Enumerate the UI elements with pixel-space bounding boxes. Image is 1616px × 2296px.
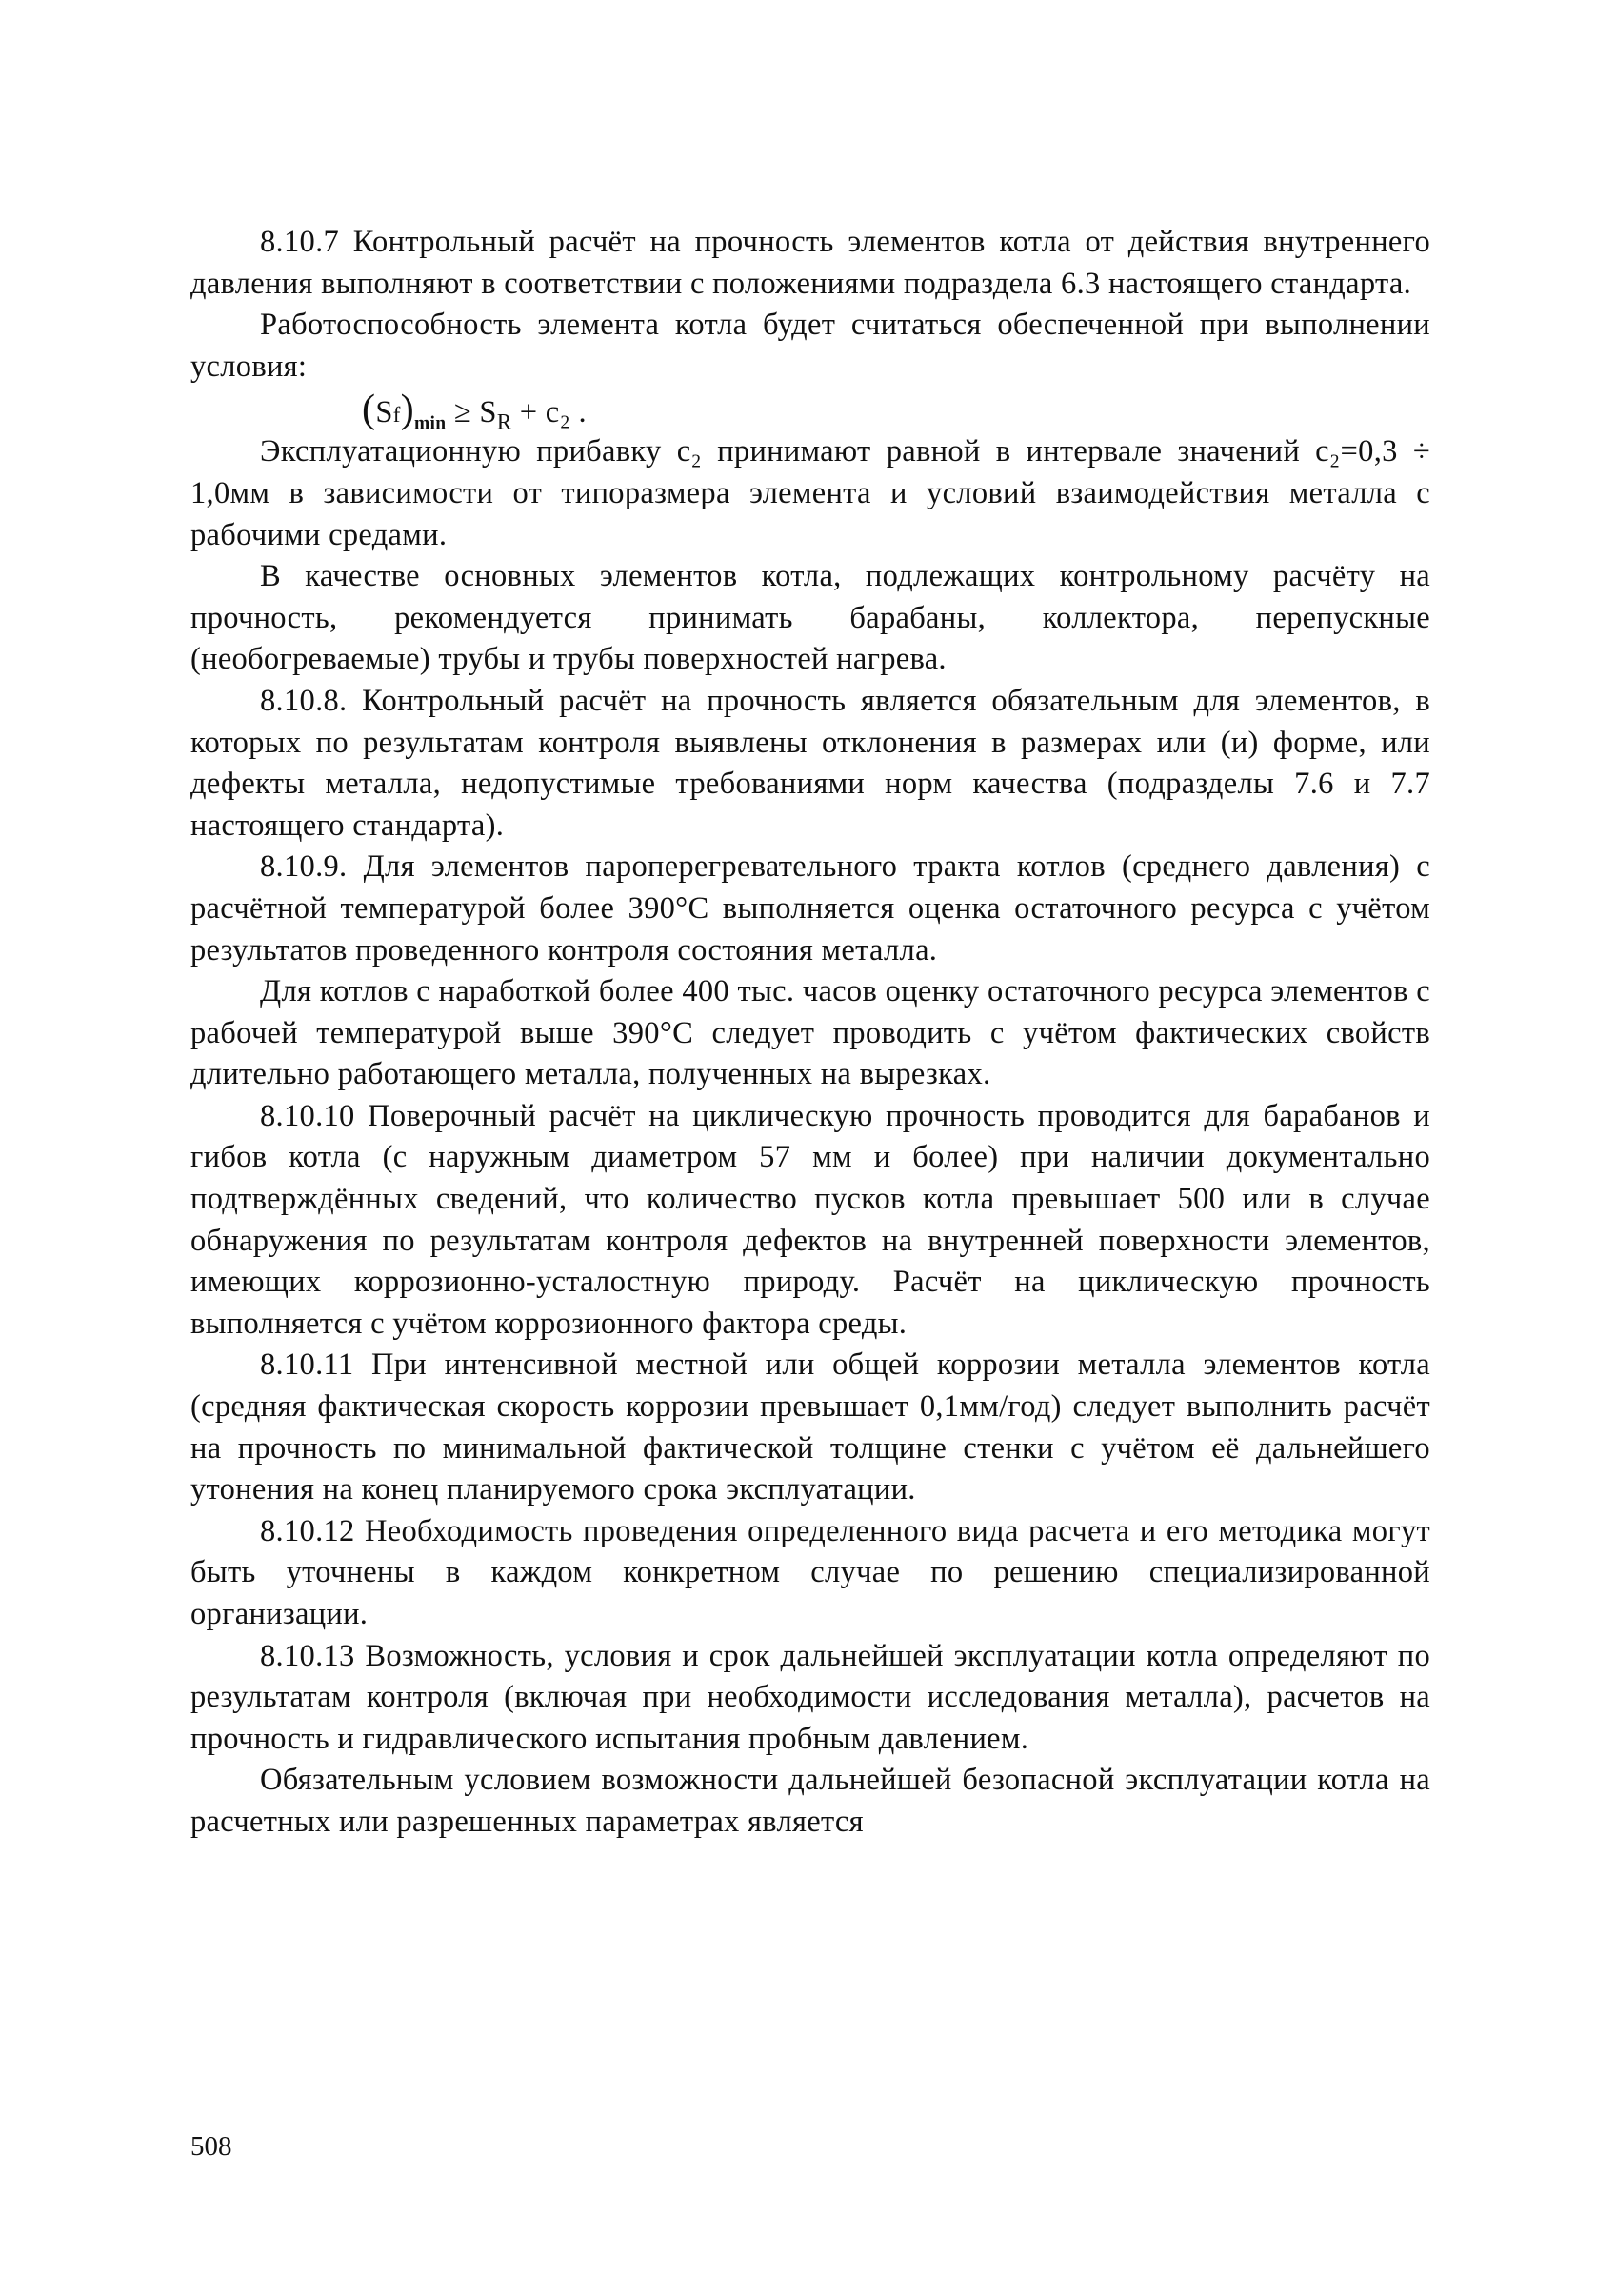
formula-var: S xyxy=(375,395,393,430)
paragraph-operating-hours: Для котлов с наработкой более 400 тыс. часов оценку остаточного ресурса элементов с рабочей температурой выше 390°С следует проводить с учётом фактических свойств длительно работающего металла, полученных на вырезках. xyxy=(190,974,1430,1092)
page-number: 508 xyxy=(190,2131,232,2162)
formula-relation: ≥ S xyxy=(446,395,497,430)
formula-paren-close: ) xyxy=(400,387,415,432)
paragraph-8-10-9: 8.10.9. Для элементов пароперегревательного тракта котлов (среднего давления) с расчётной температурой более 390°С выполняется оценка остаточного ресурса с учётом результатов проведенного контроля состояния металла. xyxy=(190,849,1430,968)
paragraph-8-10-10: 8.10.10 Поверочный расчёт на циклическую прочность проводится для барабанов и гибов котла (с наружным диаметром 57 мм и более) при наличии документально подтверждённых сведений, что количество пусков котла превышает 500 или в случае обнаружения по результатам контроля дефектов на внутренней поверхности элементов, имеющих коррозионно-усталостную природу. Расчёт на циклическую прочность выполняется с учётом коррозионного фактора среды. xyxy=(190,1098,1430,1341)
formula-var-sub: f xyxy=(392,403,401,428)
paragraph-8-10-8: 8.10.8. Контрольный расчёт на прочность является обязательным для элементов, в которых по результатам контроля выявлены отклонения в размерах или (и) форме, или дефекты металла, недопустимые требованиями норм качества (подразделы 7.6 и 7.7 настоящего стандарта). xyxy=(190,683,1430,843)
formula-tail: + c₂ . xyxy=(511,395,587,430)
paragraph-8-10-11: 8.10.11 При интенсивной местной или общей коррозии металла элементов котла (средняя фактическая скорость коррозии превышает 0,1мм/год) следует выполнить расчёт на прочность по минимальной фактической толщине стенки с учётом её дальнейшего утонения на конец планируемого срока эксплуатации. xyxy=(190,1348,1430,1507)
paragraph-allowance: Эксплуатационную прибавку c₂ принимают равной в интервале значений c₂=0,3 ÷ 1,0мм в зависимости от типоразмера элемента и условий взаимодействия металла с рабочими средами. xyxy=(190,434,1430,552)
paragraph-mandatory-condition: Обязательным условием возможности дальнейшей безопасной эксплуатации котла на расчетных или разрешенных параметрах является xyxy=(190,1763,1430,1839)
paragraph-main-elements: В качестве основных элементов котла, подлежащих контрольному расчёту на прочность, рекомендуется принимать барабаны, коллектора, перепускные (необогреваемые) трубы и трубы поверхностей нагрева. xyxy=(190,559,1430,677)
paragraph-8-10-7: 8.10.7 Контрольный расчёт на прочность элементов котла от действия внутреннего давления выполняют в соответствии с положениями подраздела 6.3 настоящего стандарта. xyxy=(190,225,1430,301)
formula-r-subscript: R xyxy=(496,409,512,434)
strength-condition-formula xyxy=(190,387,1430,434)
paragraph-8-10-13: 8.10.13 Возможность, условия и срок дальнейшей эксплуатации котла определяют по результатам контроля (включая при необходимости исследования металла), расчетов на прочность и гидравлического испытания пробным давлением. xyxy=(190,1638,1430,1756)
formula-min-subscript: min xyxy=(414,413,447,434)
paragraph-8-10-12: 8.10.12 Необходимость проведения определенного вида расчета и его методика могут быть уточнены в каждом конкретном случае по решению специализированной организации. xyxy=(190,1513,1430,1631)
document-body xyxy=(190,222,1430,1844)
formula-paren-open: ( xyxy=(362,387,376,432)
paragraph-condition: Работоспособность элемента котла будет считаться обеспеченной при выполнении условия: xyxy=(190,308,1430,384)
